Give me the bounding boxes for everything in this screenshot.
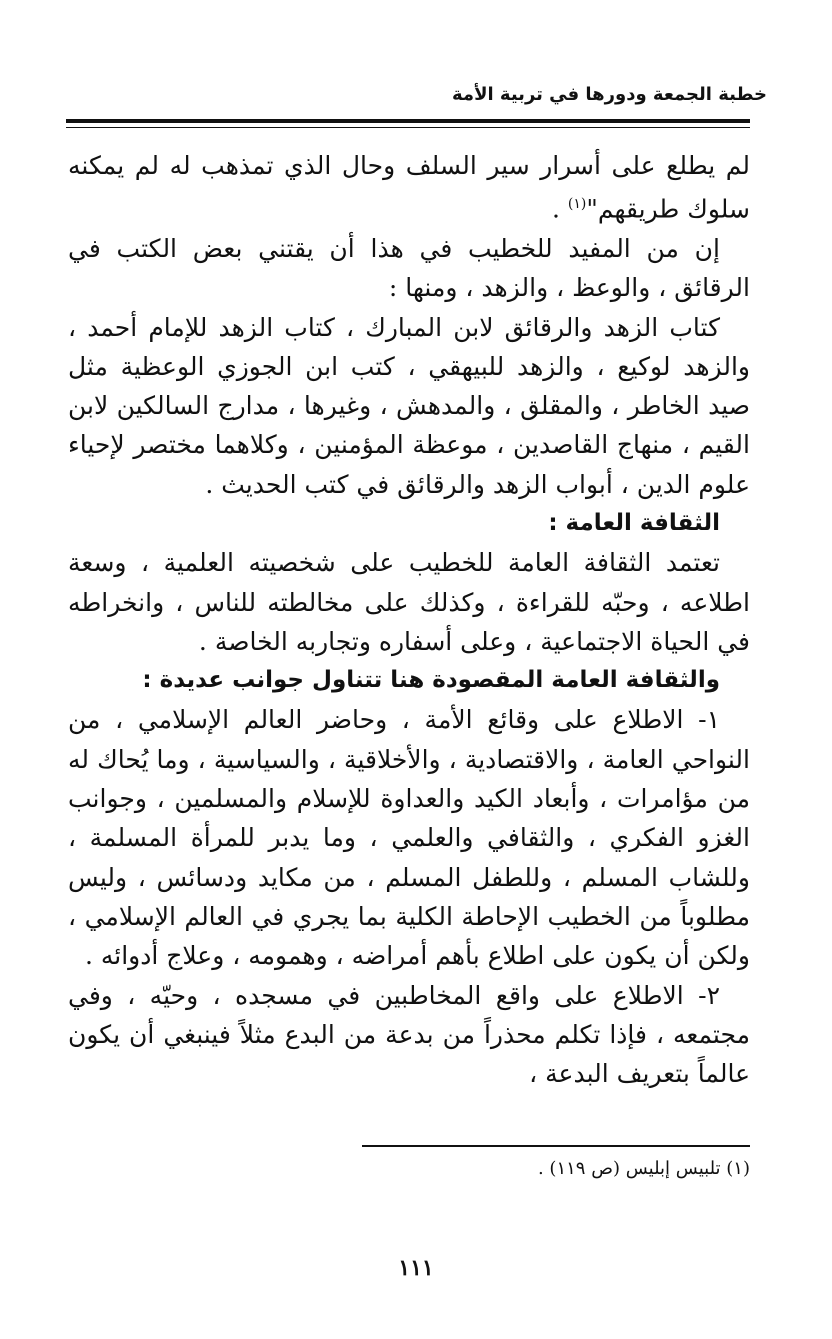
running-header: خطبة الجمعة ودورها في تربية الأمة <box>452 84 767 105</box>
page-number: ١١١ <box>398 1255 434 1281</box>
list-item: ٢- الاطلاع على واقع المخاطبين في مسجده ، وحيّه ، وفي مجتمعه ، فإذا تكلم محذراً من بدعة من البدع مثلاً فينبغي أن يكون عالماً بتعريف البدعة ، <box>68 980 750 1089</box>
header-rule-thick <box>66 119 750 123</box>
footnote-reference: (١) <box>567 196 587 213</box>
paragraph: تعتمد الثقافة العامة للخطيب على شخصيته العلمية ، وسعة اطلاعه ، وحبّه للقراءة ، وكذلك على مخالطته للناس ، وانخراطه في الحياة الاجتماعية ، وعلى أسفاره وتجاربه الخاصة . <box>68 548 750 656</box>
header-rule-thin <box>66 127 750 128</box>
footnote-rule <box>362 1145 750 1147</box>
paragraph: كتاب الزهد والرقائق لابن المبارك ، كتاب الزهد للإمام أحمد ، والزهد لوكيع ، والزهد للبيهقي ، كتب ابن الجوزي الوعظية مثل صيد الخاطر ، والمقلق ، والمدهش ، وغيرها ، مدارج السالكين لابن القيم ، منهاج القاصدين ، موعظة المؤمنين ، وكلاهما مختصر لإحياء علوم الدين ، أبواب الزهد والرقائق في كتب الحديث . <box>68 312 750 499</box>
paragraph-text: لم يطلع على أسرار سير السلف وحال الذي تمذهب له لم يمكنه سلوك طريقهم" <box>68 151 750 224</box>
paragraph-continuation <box>68 146 750 229</box>
paragraph-end: . <box>551 194 568 224</box>
list-item: ١- الاطلاع على وقائع الأمة ، وحاضر العالم الإسلامي ، من النواحي العامة ، والاقتصادية ، والأخلاقية ، والسياسية ، وما يُحاك له من مؤامرات ، وأبعاد الكيد والعداوة للإسلام والمسلمين ، وجوانب الغزو الفكري ، والثقافي والعلمي ، وما يدبر للمرأة المسلمة ، وللشاب المسلم ، وللطفل المسلم ، من مكايد ودسائس ، وليس مطلوباً من الخطيب الإحاطة الكلية بما يجري في العالم الإسلامي ، ولكن أن يكون على اطلاع بأهم أمراضه ، وهمومه ، وعلاج أدوائه . <box>68 705 750 971</box>
paragraph: إن من المفيد للخطيب في هذا أن يقتني بعض الكتب في الرقائق ، والوعظ ، والزهد ، ومنها : <box>68 233 750 303</box>
body-text <box>68 146 750 1093</box>
footnote: (١) تلبيس إبليس (ص ١١٩) . <box>537 1158 750 1179</box>
section-heading: الثقافة العامة : <box>548 510 720 536</box>
section-subheading: والثقافة العامة المقصودة هنا تتناول جوانب عديدة : <box>142 667 720 694</box>
